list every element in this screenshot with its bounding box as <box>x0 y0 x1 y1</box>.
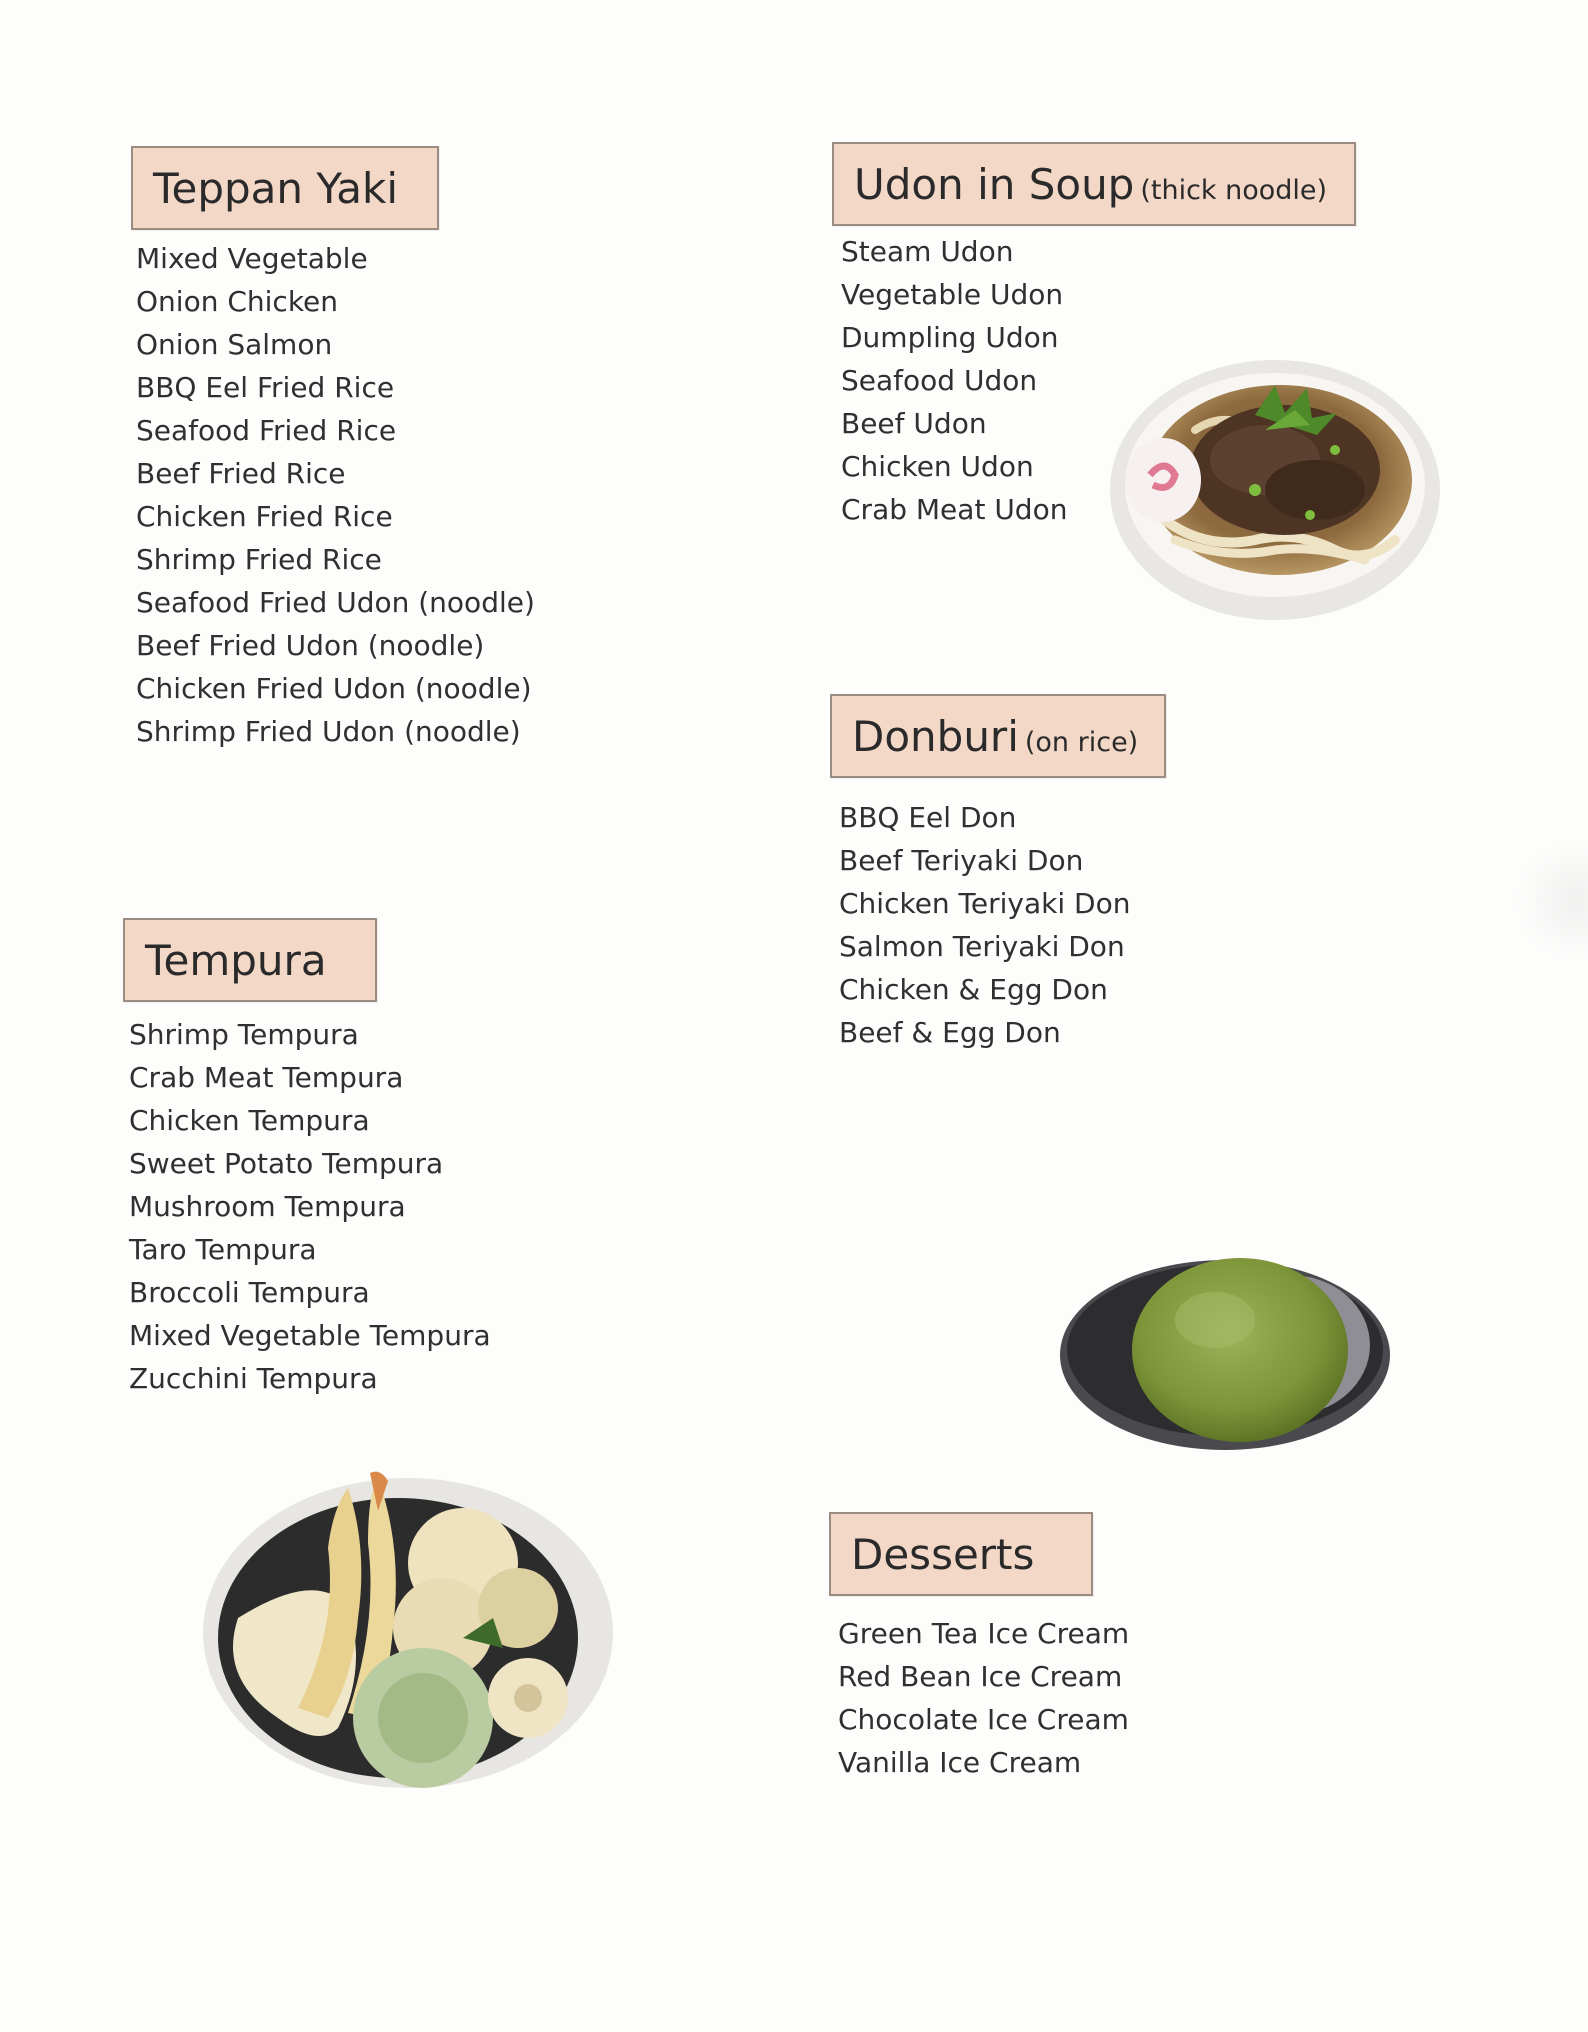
menu-item: Shrimp Fried Rice <box>136 543 382 576</box>
tempura-section <box>123 918 377 1002</box>
donburi-subtitle: (on rice) <box>1024 727 1139 758</box>
menu-item: Beef Fried Rice <box>136 457 346 490</box>
teppan-yaki-list <box>136 237 535 753</box>
menu-item: Taro Tempura <box>129 1233 317 1266</box>
menu-item: Chocolate Ice Cream <box>838 1703 1129 1736</box>
desserts-title: Desserts <box>851 1530 1035 1579</box>
udon-title: Udon in Soup <box>854 160 1135 209</box>
menu-item: Beef & Egg Don <box>839 1016 1061 1049</box>
donburi-heading <box>830 694 1166 778</box>
donburi-title: Donburi <box>852 712 1019 761</box>
teppan-yaki-section <box>131 146 439 230</box>
menu-item: Green Tea Ice Cream <box>838 1617 1130 1650</box>
menu-item: Onion Chicken <box>136 285 339 318</box>
tempura-list <box>129 1013 491 1400</box>
menu-item: Shrimp Fried Udon (noodle) <box>136 715 521 748</box>
menu-item: Chicken Fried Rice <box>136 500 393 533</box>
menu-item: Mixed Vegetable Tempura <box>129 1319 491 1352</box>
udon-section <box>832 142 1356 226</box>
menu-item: Vanilla Ice Cream <box>838 1746 1082 1779</box>
donburi-section <box>830 694 1166 778</box>
menu-item: Crab Meat Udon <box>841 493 1068 526</box>
menu-item: Seafood Fried Udon (noodle) <box>136 586 535 619</box>
menu-item: Crab Meat Tempura <box>129 1061 404 1094</box>
menu-item: Chicken Fried Udon (noodle) <box>136 672 532 705</box>
menu-item: Shrimp Tempura <box>129 1018 359 1051</box>
menu-item: Dumpling Udon <box>841 321 1059 354</box>
menu-item: BBQ Eel Don <box>839 801 1017 834</box>
menu-item: Chicken Teriyaki Don <box>839 887 1131 920</box>
menu-item: Chicken Tempura <box>129 1104 370 1137</box>
donburi-list <box>839 796 1130 1054</box>
menu-item: Beef Fried Udon (noodle) <box>136 629 485 662</box>
menu-item: Beef Udon <box>841 407 987 440</box>
teppan-yaki-title: Teppan Yaki <box>153 164 398 213</box>
udon-heading <box>832 142 1356 226</box>
menu-item: Seafood Udon <box>841 364 1038 397</box>
udon-subtitle: (thick noodle) <box>1140 175 1328 206</box>
menu-item: Red Bean Ice Cream <box>838 1660 1123 1693</box>
green-tea-ice-cream-image <box>1055 1250 1395 1460</box>
menu-item: Steam Udon <box>841 235 1014 268</box>
menu-item: BBQ Eel Fried Rice <box>136 371 395 404</box>
menu-item: Salmon Teriyaki Don <box>839 930 1125 963</box>
desserts-section <box>829 1512 1093 1596</box>
udon-bowl-image <box>1105 340 1445 630</box>
menu-item: Broccoli Tempura <box>129 1276 370 1309</box>
tempura-heading <box>123 918 377 1002</box>
menu-item: Mushroom Tempura <box>129 1190 406 1223</box>
desserts-list <box>838 1612 1129 1784</box>
menu-item: Mixed Vegetable <box>136 242 368 275</box>
menu-item: Onion Salmon <box>136 328 333 361</box>
menu-item: Zucchini Tempura <box>129 1362 378 1395</box>
menu-item: Sweet Potato Tempura <box>129 1147 444 1180</box>
menu-item: Seafood Fried Rice <box>136 414 397 447</box>
menu-item: Chicken & Egg Don <box>839 973 1108 1006</box>
tempura-plate-image <box>198 1468 618 1798</box>
desserts-heading <box>829 1512 1093 1596</box>
teppan-yaki-heading <box>131 146 439 230</box>
menu-item: Chicken Udon <box>841 450 1034 483</box>
udon-list <box>841 230 1067 531</box>
menu-item: Beef Teriyaki Don <box>839 844 1084 877</box>
menu-item: Vegetable Udon <box>841 278 1064 311</box>
tempura-title: Tempura <box>145 936 327 985</box>
